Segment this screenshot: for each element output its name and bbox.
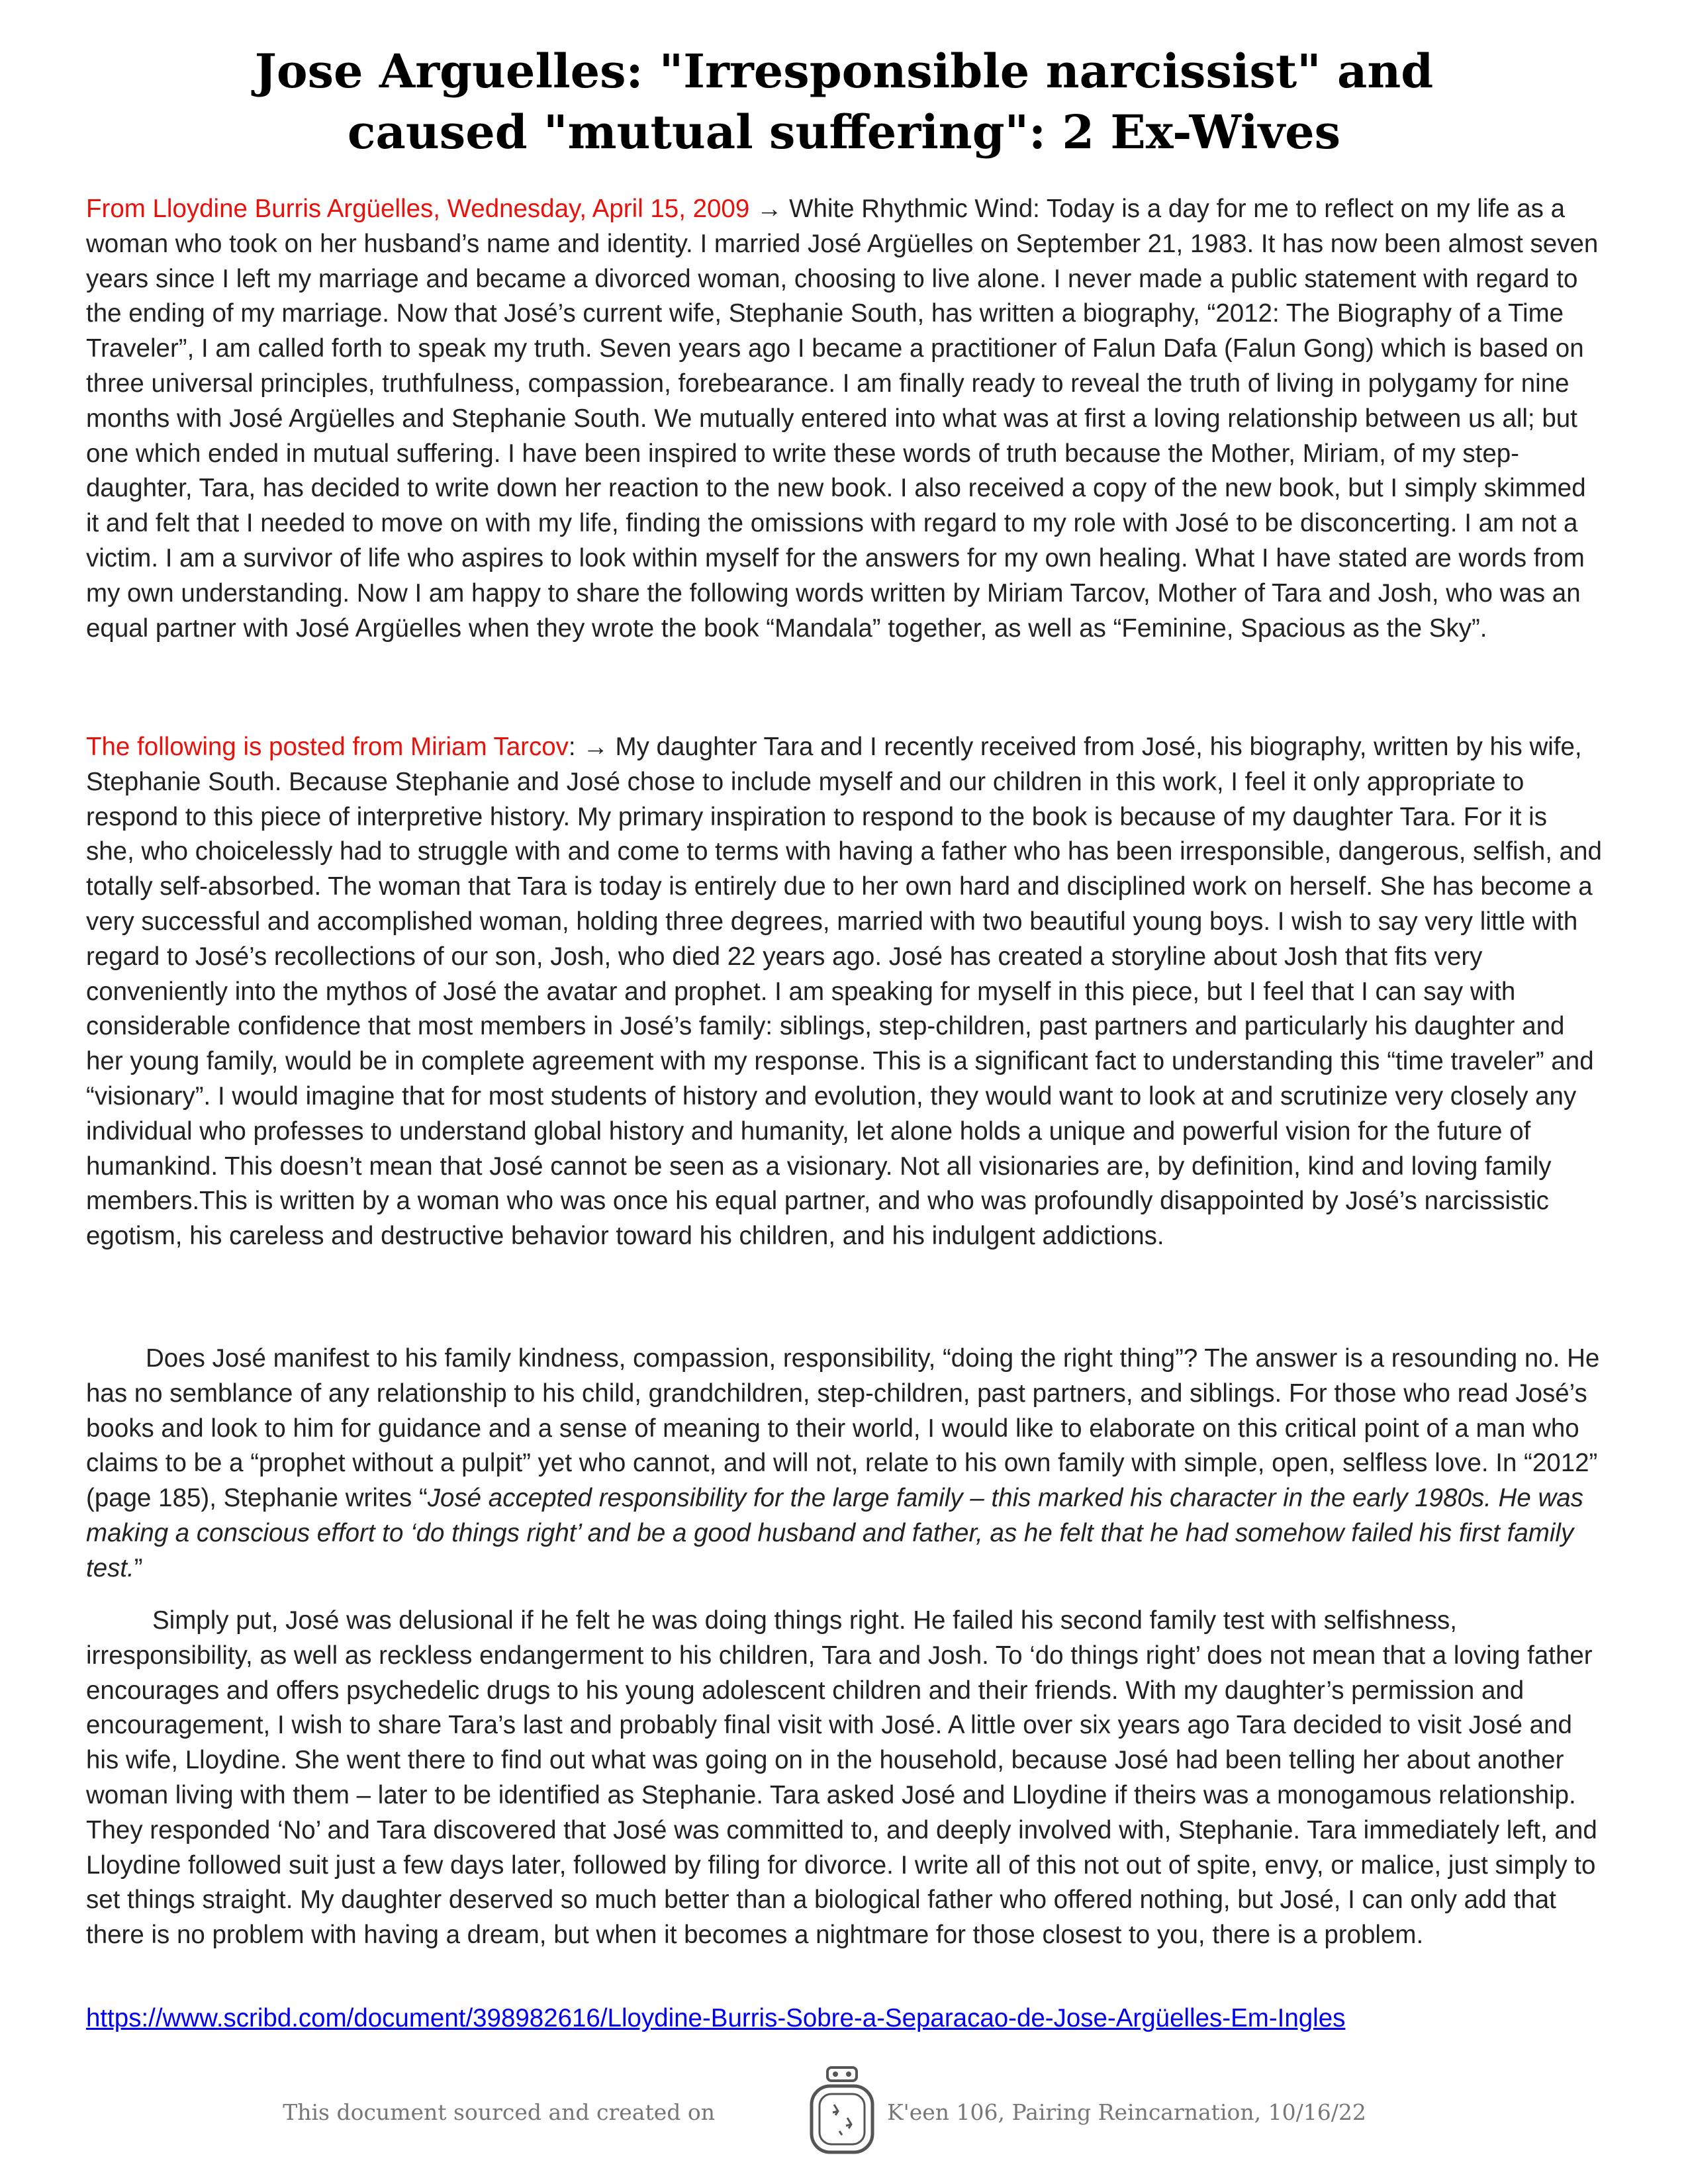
quote-close: ” xyxy=(134,1553,143,1582)
source-link[interactable]: https://www.scribd.com/document/398982616/Lloydine-Burris-Sobre-a-Separacao-de-Jose-Argüelles-Em-Ingles xyxy=(86,2004,1346,2032)
paragraph-miriam xyxy=(86,730,1602,1254)
paragraph-text: Simply put, José was delusional if he felt he was doing things right. He failed his second family test with selfishness, irresponsibility, as well as reckless endangerment to his children, Tara and Josh. To ‘do things right’ does not mean that a loving father encourages and offers psychedelic drugs to his young adolescent children and their friends. With my daughter’s permission and encouragement, I wish to share Tara’s last and probably final visit with José. A little over six years ago Tara decided to visit José and his wife, Lloydine. She went there to find out what was going on in the household, because José had been telling her about another woman living with them – later to be identified as Stephanie. Tara asked José and Lloydine if theirs was a monogamous relationship. They responded ‘No’ and Tara discovered that José was committed to, and deeply involved with, Stephanie. Tara immediately left, and Lloydine followed suit just a few days later, followed by filing for divorce. I write all of this not out of spite, envy, or malice, just simply to set things straight. My daughter deserved so much better than a biological father who offered nothing, but José, I can only add that there is no problem with having a dream, but when it becomes a nightmare for those closest to you, there is a problem. xyxy=(86,1606,1597,1950)
arrow-right-icon: → xyxy=(583,733,608,761)
title-line-2: caused "mutual suffering": 2 Ex-Wives xyxy=(347,105,1341,159)
title-line-1: Jose Arguelles: "Irresponsible narcissist" and xyxy=(254,44,1434,99)
paragraph-family-question xyxy=(86,1342,1602,1586)
paragraph-colon: : xyxy=(568,733,576,761)
time-clock-logo-icon xyxy=(808,2065,876,2158)
document-title xyxy=(86,41,1602,163)
paragraph-lloydine xyxy=(86,192,1602,646)
paragraph-text: White Rhythmic Wind: Today is a day for me to reflect on my life as a woman who took on her husband’s name and identity. I married José Argüelles on September 21, 1983. It has now been almost seven years since I left my marriage and became a divorced woman, choosing to live alone. I never made a public statement with regard to the ending of my marriage. Now that José’s current wife, Stephanie South, has written a biography, “2012: The Biography of a Time Traveler”, I am called forth to speak my truth. Seven years ago I became a practitioner of Falun Dafa (Falun Gong) which is based on three universal principles, truthfulness, compassion, forebearance. I am finally ready to reveal the truth of living in polygamy for nine months with José Argüelles and Stephanie South. We mutually entered into what was at first a loving relationship between us all; but one which ended in mutual suffering. I have been inspired to write these words of truth because the Mother, Miriam, of my step-daughter, Tara, has decided to write down her reaction to the new book. I also received a copy of the new book, but I simply skimmed it and felt that I needed to move on with my life, finding the omissions with regard to my role with José to be disconcerting. I am not a victim. I am a survivor of life who aspires to look within myself for the answers for my own healing. What I have stated are words from my own understanding. Now I am happy to share the following words written by Miriam Tarcov, Mother of Tara and Josh, who was an equal partner with José Argüelles when they wrote the book “Mandala” together, as well as “Feminine, Spacious as the Sky”. xyxy=(86,195,1599,643)
footer-left-text: This document sourced and created on xyxy=(283,2099,715,2125)
paragraph-text: Does José manifest to his family kindness, compassion, responsibility, “doing the right thing”? The answer is a resounding no. He has no semblance of any relationship to his child, grandchildren, step-children, past partners, and siblings. For those who read José’s books and look to him for guidance and a sense of meaning to their world, I would like to elaborate on this critical point of a man who claims to be a “prophet without a pulpit” yet who cannot, and will not, relate to his own family with simple, open, selfless love. In “2012” (page 185), Stephanie writes “ xyxy=(86,1344,1600,1513)
footer-right-text: K'een 106, Pairing Reincarnation, 10/16/22 xyxy=(887,2099,1366,2125)
paragraph-conclusion xyxy=(86,1604,1602,1953)
paragraph-lead-source: From Lloydine Burris Argüelles, Wednesday, April 15, 2009 xyxy=(86,195,750,223)
paragraph-lead-source: The following is posted from Miriam Tarcov xyxy=(86,733,569,761)
arrow-right-icon: → xyxy=(756,195,782,223)
paragraph-text: My daughter Tara and I recently received from José, his biography, written by his wife, Stephanie South. Because Stephanie and José chose to include myself and our children in this work, I feel it only appropriate to respond to this piece of interpretive history. My primary inspiration to respond to the book is because of my daughter Tara. For it is she, who choicelessly had to struggle with and come to terms with having a father who has been irresponsible, dangerous, selfish, and totally self-absorbed. The woman that Tara is today is entirely due to her own hard and disciplined work on herself. She has become a very successful and accomplished woman, holding three degrees, married with two beautiful young boys. I wish to say very little with regard to José’s recollections of our son, Josh, who died 22 years ago. José has created a storyline about Josh that fits very conveniently into the mythos of José the avatar and prophet. I am speaking for myself in this piece, but I feel that I can say with considerable confidence that most members in José’s family: siblings, step-children, past partners and particularly his daughter and her young family, would be in complete agreement with my response. This is a significant fact to understanding this “time traveler” and “visionary”. I would imagine that for most students of history and evolution, they would want to look at and scrutinize very closely any individual who professes to understand global history and humanity, let alone holds a unique and powerful vision for the future of humankind. This doesn’t mean that José cannot be seen as a visionary. Not all visionaries are, by definition, kind and loving family members.This is written by a woman who was once his equal partner, and who was profoundly disappointed by José’s narcissistic egotism, his careless and destructive behavior toward his children, and his indulgent addictions. xyxy=(86,733,1602,1251)
book-quote: José accepted responsibility for the large family – this marked his character in the early 1980s. He was making a conscious effort to ‘do things right’ and be a good husband and father, as he felt that he had somehow failed his first family test. xyxy=(86,1484,1583,1582)
footer xyxy=(283,2065,1417,2158)
